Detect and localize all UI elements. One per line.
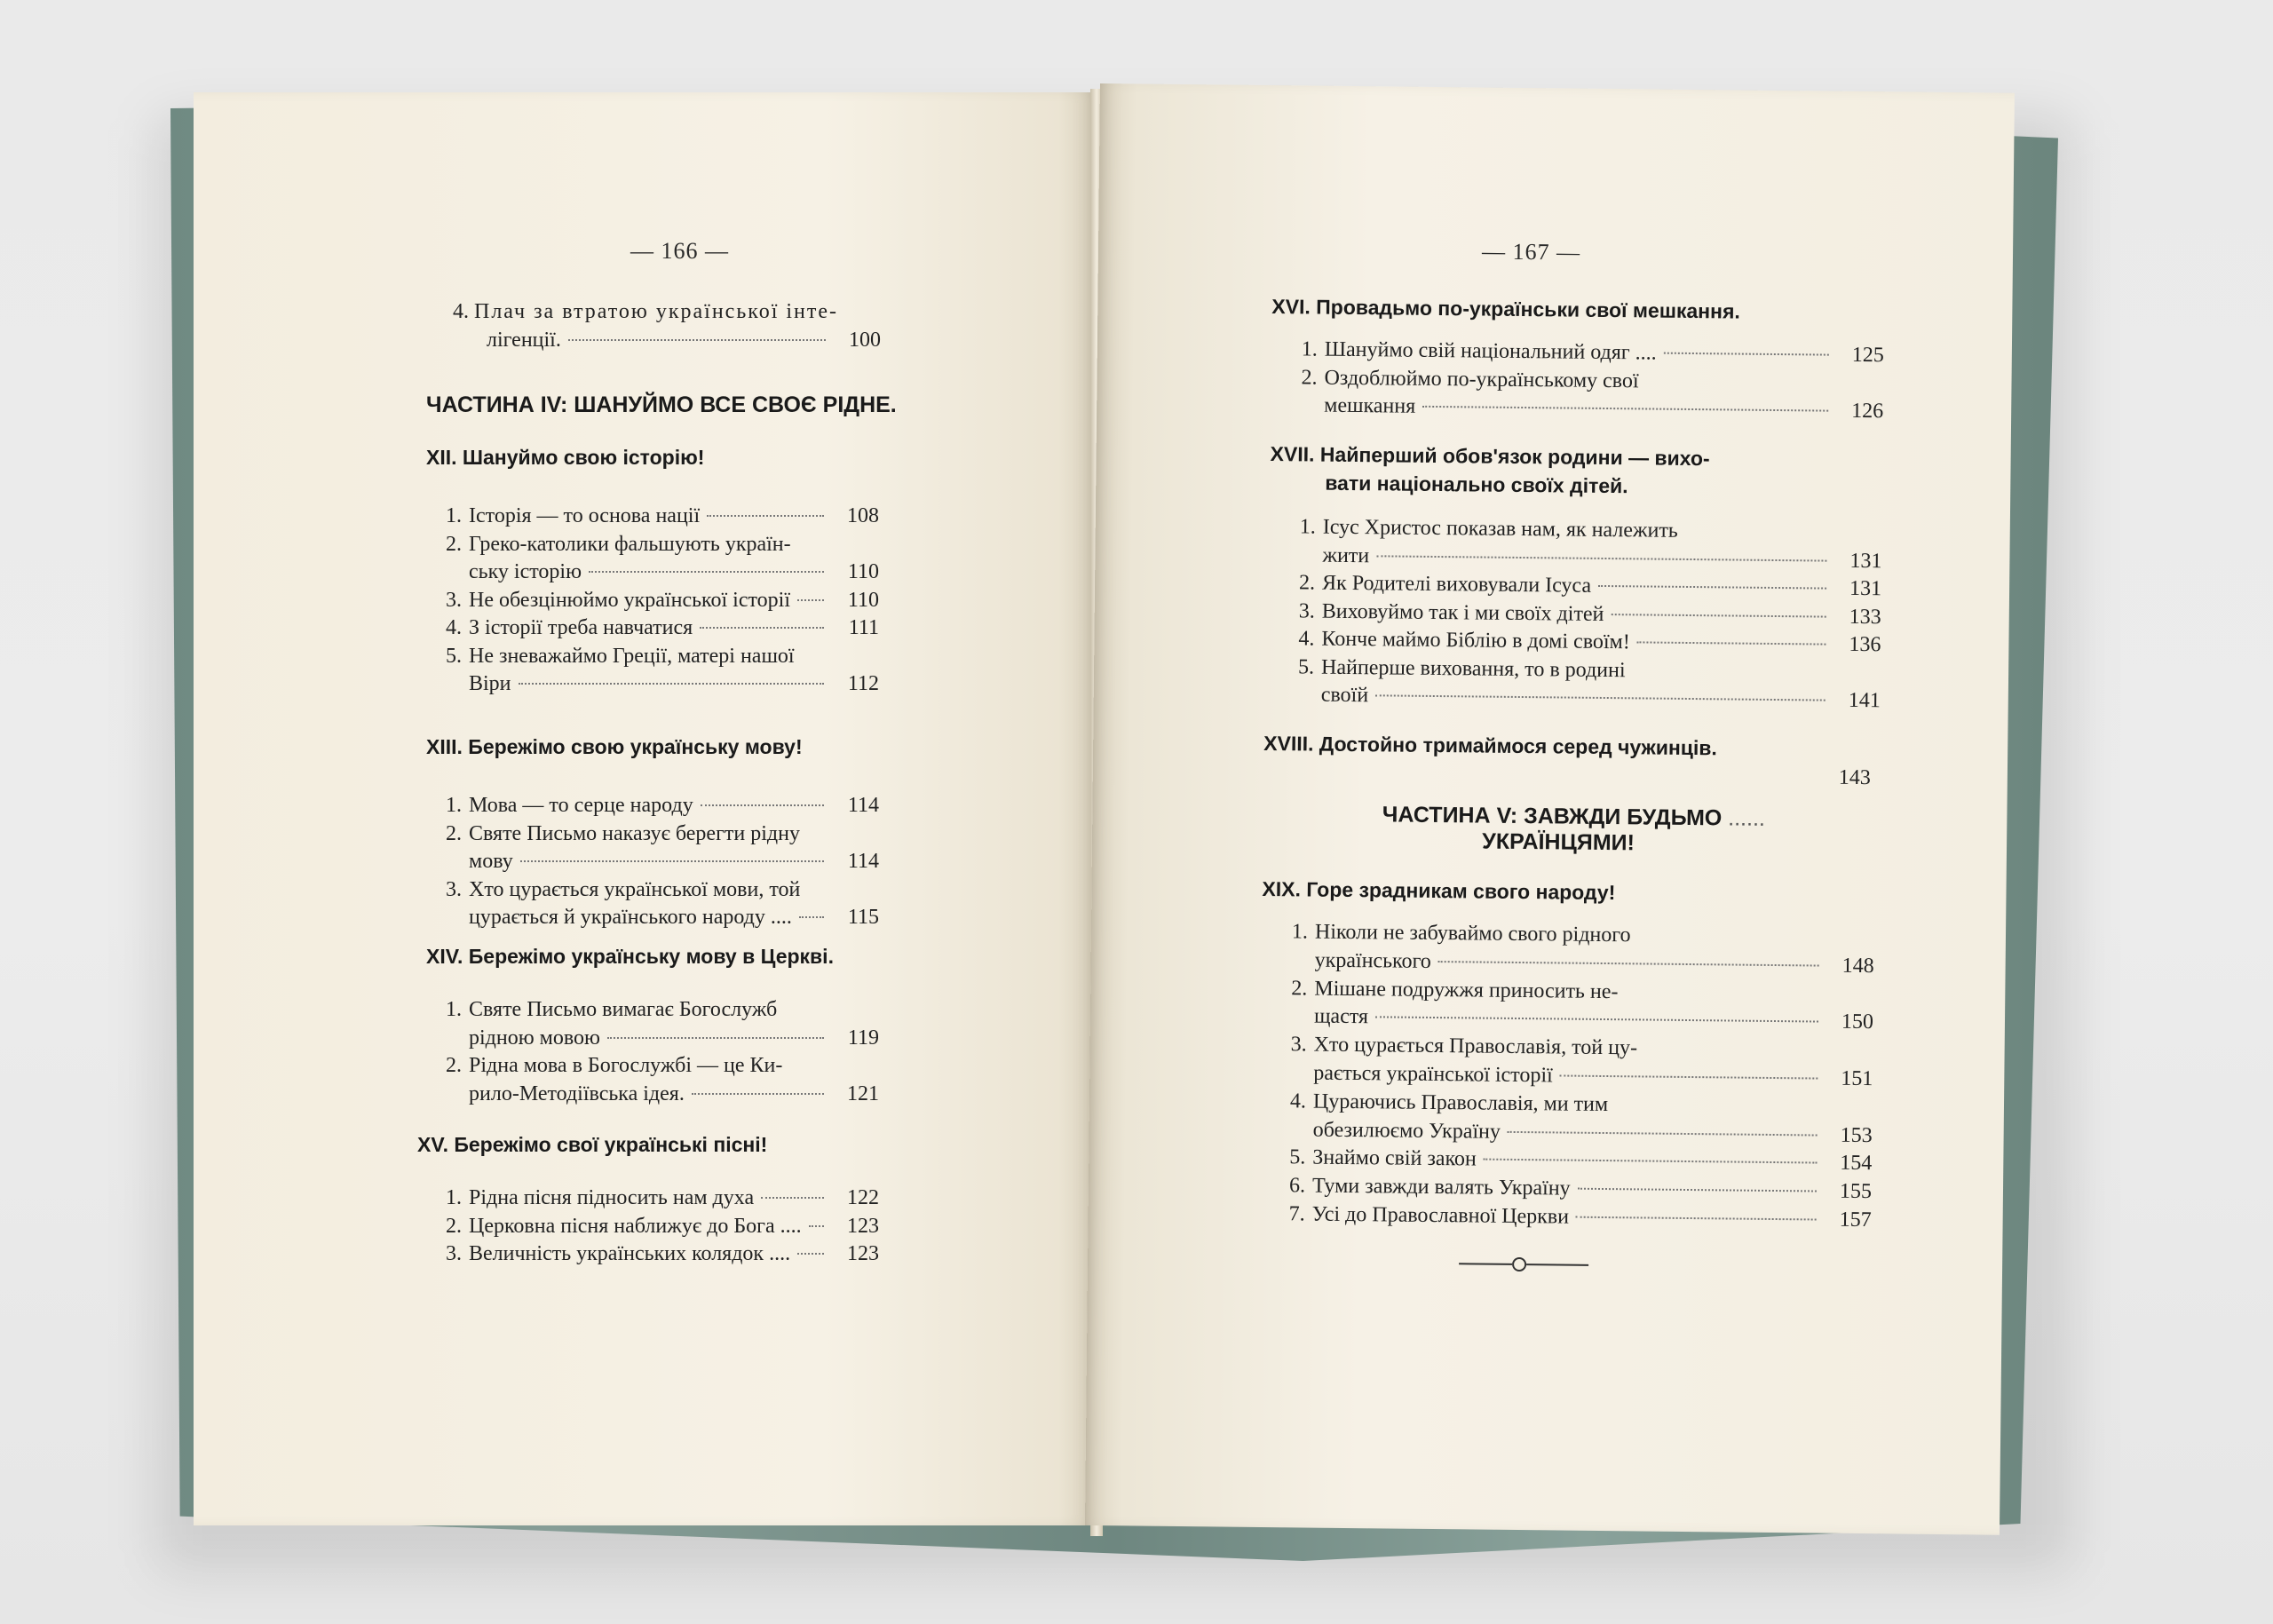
section-heading: XVII. Найперший обов'язок родини — вихо- [1270,442,1710,471]
item-number: 4. [446,616,462,639]
item-title: Мішане подружжя приносить не- [1314,977,1619,1003]
item-page: 148 [1841,954,1874,978]
toc-item [1280,1005,1873,1035]
item-number: 4. [1289,1089,1307,1113]
toc-item [1290,393,1883,424]
item-body [1324,366,1835,395]
item-body [1314,1005,1826,1034]
item-title: Величність українських колядок .... [469,1242,791,1265]
item-page: 110 [847,588,879,612]
dot-leader [1484,1159,1818,1164]
toc-item [435,504,879,528]
item-title: Ніколи не забуваймо свого рідного [1314,920,1631,947]
toc-item [435,1242,879,1266]
item-page [1835,389,1883,390]
item-page [1826,944,1874,945]
item-body [469,1242,831,1266]
item-number: 6. [1288,1174,1306,1198]
item-title: рило-Методіївська ідея. [469,1081,685,1105]
toc-item [435,906,879,930]
section-heading-cont: вати національно своїх дітей. [1325,471,1628,498]
item-number: 1. [1299,515,1316,539]
toc-item-line [1281,920,1874,950]
item-body [469,645,831,669]
item-title: Мова — то серце народу [469,794,693,817]
item-body [1322,599,1833,629]
toc-item-line [435,1054,879,1078]
dot-leader [519,683,824,685]
dot-leader [1578,1188,1817,1192]
item-body [469,533,831,557]
toc-item [435,1186,879,1210]
item-body [1315,948,1826,978]
item-page: 126 [1851,399,1884,424]
item-body [1312,1146,1824,1176]
toc-item [435,589,879,613]
part-heading [1298,801,1849,858]
item-number: 2. [446,1054,462,1077]
item-page [1833,678,1881,679]
end-rule-right [1526,1264,1588,1266]
dot-leader [1560,1074,1818,1079]
item-title: Рідна мова в Богослужбі — це Ки- [469,1054,783,1077]
item-body [1312,1203,1824,1232]
dot-leader [1375,1017,1818,1023]
toc-item-line [435,533,879,557]
item-page: 111 [848,616,879,639]
toc-item [435,850,879,874]
toc-item [1279,1202,1872,1232]
toc-item [1279,1118,1873,1148]
item-body [469,589,831,613]
toc-item [1287,683,1881,713]
toc-item [435,1026,879,1050]
item-page: 114 [847,794,879,817]
dot-leader [700,627,824,629]
toc-item [1279,1174,1872,1204]
toc-item [1288,571,1881,601]
item-number: 3. [1290,1033,1307,1057]
item-body [469,1054,831,1078]
dot-leader [797,599,824,601]
item-body [1315,921,1826,950]
item-body [1313,1089,1825,1119]
item-body [469,1215,831,1239]
item-body [1323,516,1834,545]
item-title: Усі до Православної Церкви [1311,1202,1570,1229]
toc-item [435,1082,879,1106]
toc-item-continuation [453,329,881,353]
item-page: 100 [849,329,881,352]
item-title: своїй [1320,683,1369,708]
item-body [1321,628,1833,657]
item-number: 2. [1301,365,1318,390]
item-page: 114 [847,850,879,873]
item-page [1826,1000,1873,1001]
toc-item [435,616,879,640]
item-title: Не обезцінюймо української історії [469,588,790,612]
dot-leader [589,571,824,573]
item-page: 122 [847,1186,879,1209]
item-title: Святе Письмо наказує берегти рідну [469,821,800,845]
toc-item [1279,1146,1872,1176]
dot-leader [809,1225,824,1227]
item-number: 1. [446,794,462,817]
dot-leader [1438,961,1819,966]
item-title: лігенції. [487,329,561,352]
section-heading: XIX. Горе зрадникам свого народу! [1262,876,1616,905]
toc-item [1291,337,1884,368]
item-title: Плач за втратою української інте- [474,300,839,323]
item-body [469,998,831,1022]
item-number: 1. [446,1186,462,1209]
dot-leader [1637,641,1826,645]
item-title: Виховуймо так і ми своїх дітей [1321,599,1604,626]
toc-item-line [435,822,879,846]
item-body [1322,543,1833,573]
item-title: Знаймо свій закон [1312,1145,1477,1171]
dot-leader [692,1093,824,1095]
toc-item-line [1279,1089,1873,1120]
toc-item-line [1289,515,1882,545]
item-body [1322,572,1833,601]
item-title: З історії треба навчатися [469,616,693,639]
toc-item [435,560,879,584]
item-body [469,1186,831,1210]
item-page: 143 [1838,765,1871,790]
item-title: цурається й українського народу .... [469,906,792,929]
toc-item-line [1287,655,1881,685]
item-title: Церковна пісня наближує до Бога .... [469,1214,802,1238]
dot-leader [797,1253,824,1255]
item-body [1321,655,1833,685]
dot-leader [1422,406,1828,412]
part-heading-line2: УКРАЇНЦЯМИ! [1482,828,1635,856]
item-number: 4. [1298,627,1315,651]
item-title: Оздоблюймо по-українському свої [1324,366,1639,392]
item-number: 2. [1291,976,1308,1001]
item-page: 150 [1841,1010,1874,1034]
item-number: 1. [1291,920,1309,944]
item-number: 5. [1289,1145,1306,1169]
section-heading: XIII. Бережімо свою українську мову! [426,735,803,758]
dot-leader [1376,555,1826,561]
section-heading: XVI. Провадьмо по-українськи свої мешкання. [1271,295,1740,323]
item-page: 155 [1839,1179,1873,1204]
dot-leader [799,916,824,918]
item-number: 7. [1288,1202,1305,1226]
item-page: 110 [847,560,879,583]
end-ornament [1512,1257,1526,1271]
item-title: Хто цурається Православія, той цу- [1313,1033,1638,1060]
toc-item [1279,1061,1873,1091]
item-page: 131 [1849,549,1882,573]
item-title: Туми завжди валять Україну [1311,1174,1571,1200]
part-heading: ЧАСТИНА IV: ШАНУЙМО ВСЕ СВОЄ РІДНЕ. [426,392,897,417]
item-title: українського [1314,948,1431,973]
item-number: 1. [1301,337,1319,361]
item-title: Хто цурається української мови, той [469,877,801,901]
item-number: 3. [446,588,462,612]
part-heading-line1: ЧАСТИНА V: ЗАВЖДИ БУДЬМО ...... [1382,802,1766,831]
item-number: 2. [446,532,462,556]
page-number-167: — 167 — [1481,238,1581,265]
item-title: Шануймо свій національний одяг .... [1324,337,1657,365]
item-title: Рідна пісня підносить нам духа [469,1186,755,1209]
item-body [469,616,831,640]
item-title: мову [469,850,513,873]
section-heading: XIV. Бережімо українську мову в Церкві. [426,945,834,968]
item-title: ську історію [469,560,582,583]
item-title: Греко-католики фальшують україн- [469,532,791,556]
item-number: 3. [446,1242,462,1265]
item-page: 108 [847,504,879,527]
dot-leader [1375,694,1826,701]
item-body [1325,338,1836,368]
item-page: 123 [847,1242,879,1265]
item-page: 141 [1848,688,1881,713]
item-number: 4. [453,300,469,323]
dot-leader [1598,585,1826,590]
toc-item [435,672,879,696]
item-number: 1. [446,504,462,527]
item-number: 1. [446,998,462,1021]
item-body [469,906,831,930]
item-number: 2. [446,821,462,845]
item-body [1312,1175,1824,1204]
end-rule-left [1459,1263,1512,1265]
item-title: Ісус Христос показав нам, як належить [1322,515,1678,543]
item-body [1324,394,1835,424]
toc-item-line [435,998,879,1022]
toc-item [435,794,879,818]
item-body [469,850,831,874]
dot-leader [1508,1130,1818,1136]
toc-item [1288,599,1881,630]
toc-item [1281,948,1874,978]
item-number: 3. [1298,598,1315,623]
item-page: 133 [1849,605,1881,629]
item-page [1826,1057,1873,1058]
item-title: Історія — то основа нації [469,504,701,527]
item-page: 131 [1849,576,1882,601]
item-number: 3. [446,877,462,901]
toc-item [1288,543,1881,574]
item-number: 2. [1298,571,1316,595]
section-heading: XVIII. Достойно тримаймося серед чужинців. [1263,731,1718,760]
item-title: рається української історії [1313,1061,1553,1088]
dot-leader [1664,353,1829,356]
item-body [469,878,831,902]
item-number: 5. [446,644,462,668]
dot-leader [761,1197,824,1199]
item-body [469,672,831,696]
item-page: 121 [847,1081,879,1105]
item-title: Конче маймо Біблію в домі своїм! [1321,627,1630,654]
item-page: 153 [1840,1123,1873,1147]
item-page: 115 [847,906,879,929]
page-number-166: — 166 — [630,238,729,264]
item-page [1834,539,1882,540]
item-body [469,560,831,584]
item-title: Найперше виховання, то в родині [1320,655,1626,682]
toc-item-line [1280,1033,1873,1063]
item-page: 123 [847,1214,879,1238]
toc-item [1287,627,1881,657]
item-title: Цураючись Православія, ми тим [1312,1089,1609,1116]
item-title: обезилюємо Україну [1312,1118,1501,1144]
item-body [1314,977,1826,1006]
item-body [469,504,831,528]
item-body [1321,684,1833,713]
right-page [1085,83,2015,1535]
item-title: мешкання [1324,393,1416,418]
dot-leader [701,804,824,806]
section-heading: XII. Шануймо свою історію! [426,446,705,469]
toc-item-line [1290,366,1883,396]
item-page: 154 [1840,1152,1873,1176]
item-body [469,1026,831,1050]
item-number: 5. [1297,654,1315,679]
toc-item [435,1215,879,1239]
dot-leader [707,515,824,517]
dot-leader [1576,1216,1817,1221]
item-body [469,1082,831,1106]
item-page: 125 [1851,343,1884,368]
item-body [1313,1118,1825,1147]
item-body [1314,1034,1826,1063]
dot-leader [520,860,824,862]
item-page: 119 [847,1026,879,1050]
dot-leader [607,1037,824,1039]
item-title: Віри [469,672,511,695]
item-title: жити [1322,543,1370,567]
item-title: Святе Письмо вимагає Богослужб [469,998,778,1021]
toc-item-line [435,878,879,902]
item-body [1313,1062,1825,1091]
item-title: Як Родителі виховували Ісуса [1321,571,1592,598]
item-page: 151 [1841,1066,1873,1091]
left-page [194,92,1095,1525]
toc-item-line [1280,977,1873,1007]
section-heading: XV. Бережімо свої українські пісні! [417,1133,768,1156]
toc-item [1370,761,1871,790]
item-page: 157 [1839,1208,1872,1232]
item-number: 2. [446,1214,462,1238]
item-page: 112 [847,672,879,695]
item-body [469,822,831,846]
item-body [469,794,831,818]
toc-item-line [435,645,879,669]
item-title: рідною мовою [469,1026,600,1050]
item-title: щастя [1313,1004,1369,1029]
toc-item [453,300,838,324]
item-title: Не зневажаймо Греції, матері нашої [469,644,795,668]
item-page: 136 [1849,632,1881,657]
dot-leader [1611,614,1826,618]
